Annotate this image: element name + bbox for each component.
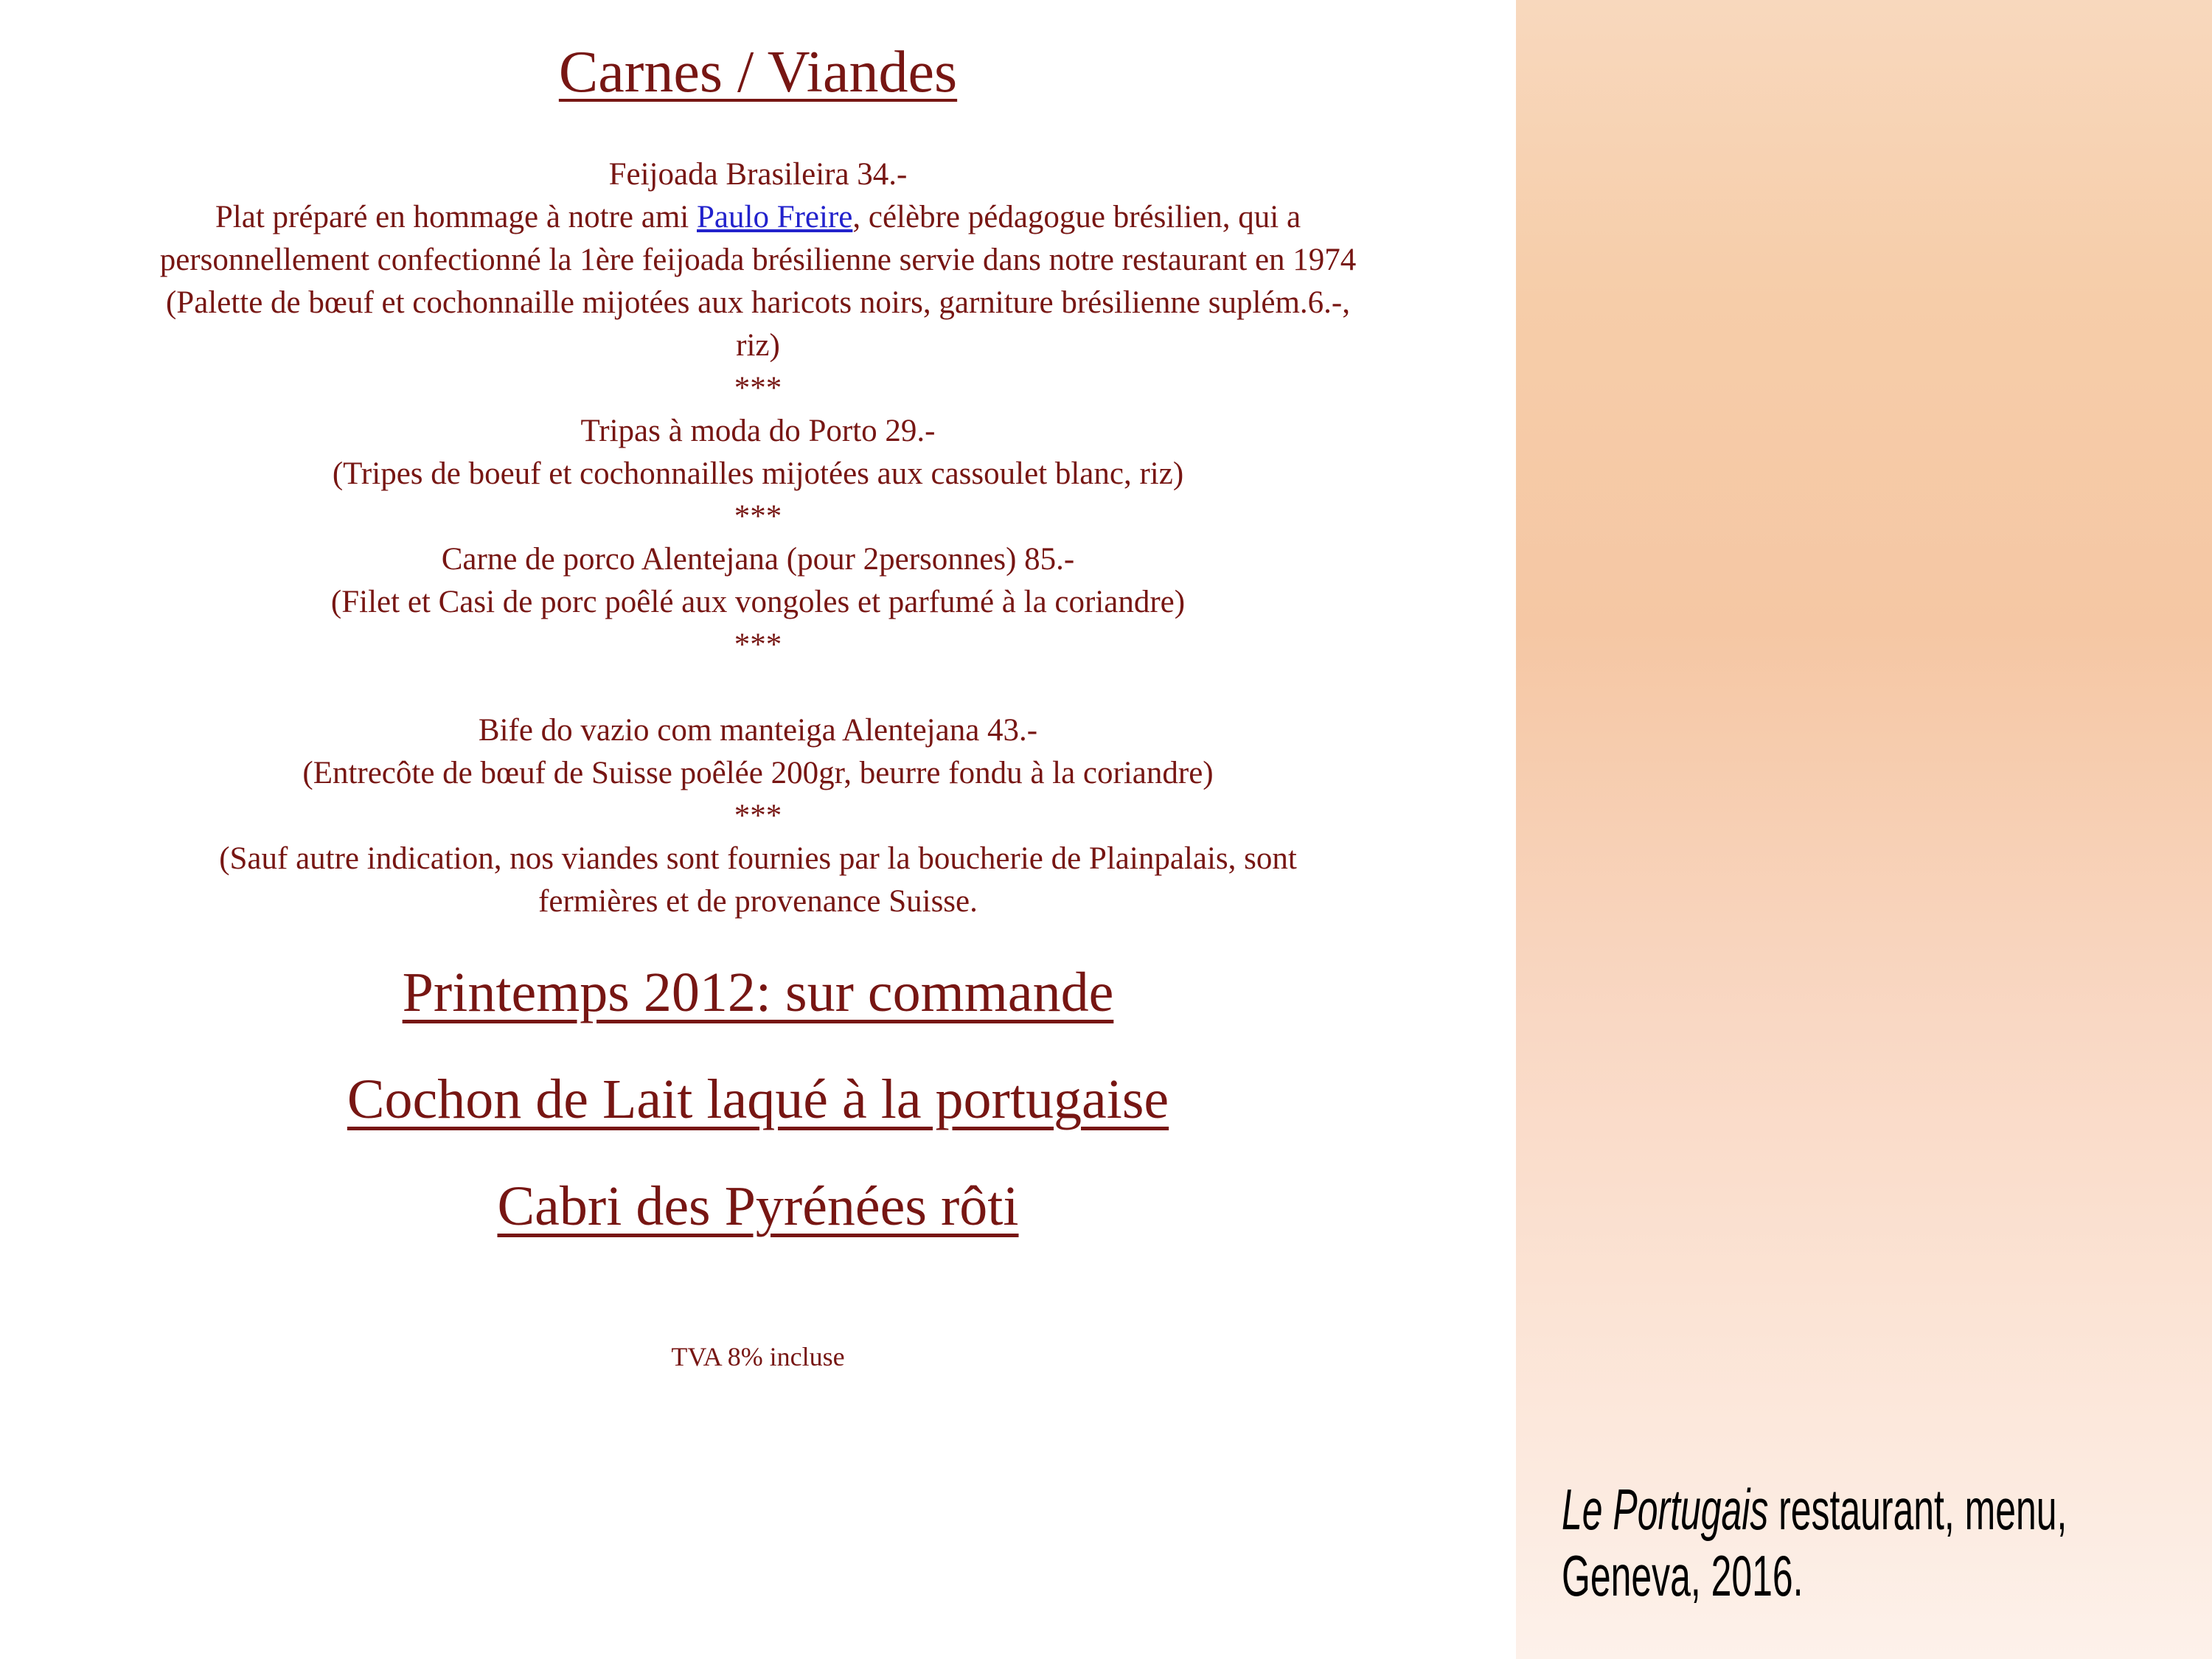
menu-body (0, 153, 1516, 923)
menu-line (0, 196, 1516, 239)
paulo-freire-link[interactable]: Paulo Freire (697, 200, 853, 234)
menu-separator: *** (734, 371, 782, 406)
special-heading-1: Printemps 2012: sur commande (402, 961, 1114, 1023)
menu-blank-line (0, 667, 1516, 709)
menu-line: Tripas à moda do Porto 29.- (580, 414, 936, 448)
menu-line: (Sauf autre indication, nos viandes sont fournies par la boucherie de Plainpalais, sont (219, 841, 1297, 876)
menu-line: fermières et de provenance Suisse. (538, 884, 978, 919)
menu-line-text: , célèbre pédagogue brésilien, qui a (852, 200, 1301, 234)
specials-section (0, 961, 1516, 1282)
caption-line1-rest: restaurant, menu, (1768, 1477, 2067, 1542)
menu-line: Bife do vazio com manteiga Alentejana 43.- (478, 713, 1038, 748)
menu-line: (Entrecôte de bœuf de Suisse poêlée 200gr, beurre fondu à la coriandre) (302, 756, 1214, 790)
side-panel-background (1516, 0, 2212, 1659)
menu-line: (Tripes de boeuf et cochonnailles mijotées aux cassoulet blanc, riz) (332, 456, 1184, 491)
tva-note: TVA 8% incluse (671, 1342, 845, 1372)
menu-separator: *** (734, 499, 782, 534)
menu-line: (Palette de bœuf et cochonnaille mijotées aux haricots noirs, garniture brésilienne suplém.6.-, (165, 285, 1351, 320)
caption (1562, 1476, 2067, 1610)
menu-line: Feijoada Brasileira 34.- (608, 157, 908, 192)
special-heading-3: Cabri des Pyrénées rôti (497, 1175, 1019, 1238)
special-heading-2: Cochon de Lait laqué à la portugaise (347, 1068, 1169, 1131)
menu-line: (Filet et Casi de porc poêlé aux vongoles et parfumé à la coriandre) (330, 585, 1186, 619)
menu-line: riz) (736, 328, 780, 363)
caption-restaurant-name: Le Portugais (1562, 1477, 1769, 1542)
caption-line2: Geneva, 2016. (1562, 1543, 1804, 1609)
menu-separator: *** (734, 799, 782, 833)
menu-separator: *** (734, 627, 782, 662)
menu-title: Carnes / Viandes (558, 40, 958, 105)
menu-line: Carne de porco Alentejana (pour 2personnes) 85.- (441, 542, 1075, 577)
menu-line: personnellement confectionné la 1ère feijoada brésilienne servie dans notre restaurant en 1974 (159, 243, 1357, 277)
menu-line-text: Plat préparé en hommage à notre ami (215, 200, 697, 234)
caption-line1 (1562, 1476, 2067, 1543)
